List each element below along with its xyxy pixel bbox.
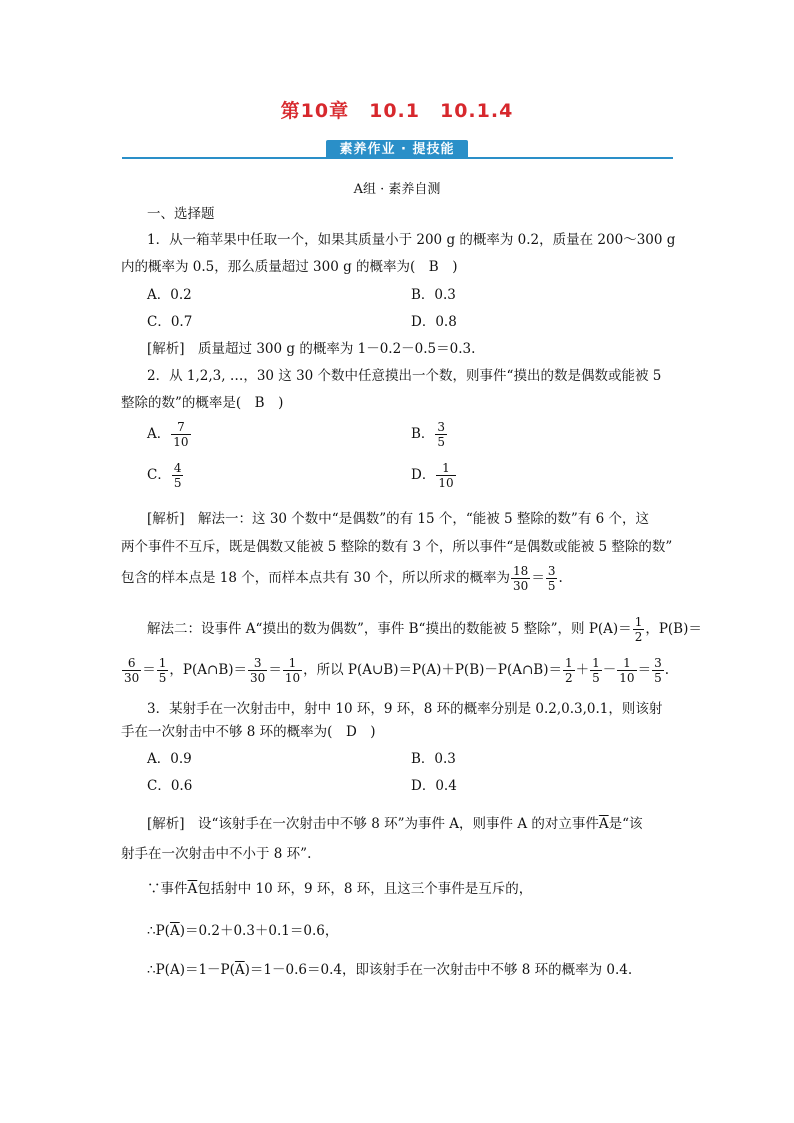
q3-option-b: B．0.3 xyxy=(411,751,456,767)
q1-option-d: D．0.8 xyxy=(411,314,457,330)
q1-analysis: [解析] 质量超过 300 g 的概率为 1－0.2－0.5＝0.3. xyxy=(147,341,476,357)
group-heading: A组 · 素养自测 xyxy=(353,182,441,197)
q3-stem-line1: 3．某射手在一次射击中，射中 10 环，9 环，8 环的概率分别是 0.2,0.3,0.1，则该射 xyxy=(147,701,663,717)
q2-option-b: B． $\frac{3}{5}$ xyxy=(411,420,446,449)
q2-option-a: A． $\frac{7}{10}$ xyxy=(147,420,189,449)
section-banner: 素养作业 · 提技能 xyxy=(326,140,468,159)
q1-stem-line1: 1．从一箱苹果中任取一个，如果其质量小于 200 g 的概率为 0.2，质量在 200～300 g xyxy=(147,232,676,248)
q2-stem-line1: 2．从 1,2,3, …，30 这 30 个数中任意摸出一个数，则事件“摸出的数是偶数或能被 5 xyxy=(147,368,662,384)
q1-option-b: B．0.3 xyxy=(411,287,456,303)
q3-analysis-line1: [解析] 设“该射手在一次射击中不够 8 环”为事件 A，则事件 A 的对立事件$\overline{A}$是“该 xyxy=(147,816,643,832)
q2-option-d: D． $\frac{1}{10}$ xyxy=(411,461,454,490)
q3-therefore-line2: $\therefore P(A)=1-P(\overline{A})=1-0.6=0.4$，即该射手在一次射击中不够 8 环的概率为 0.4. xyxy=(147,962,633,978)
q2-method2-line2: $\frac{6}{30}$ ＝ $\frac{1}{5}$ ，P(A∩B)＝ $\frac{3}{30}$ ＝ $\frac{1}{10}$ ，所以 P(A∪B)＝P(A)＋P(B)－P(A∩B)＝ $\frac{1}{2}$ ＋ $\frac{1}{5}$ － $\frac{1}{10}$ ＝ $\frac{3}{5}$ . xyxy=(124,656,669,685)
q3-option-c: C．0.6 xyxy=(147,778,193,794)
q2-analysis-line2: 两个事件不互斥，既是偶数又能被 5 整除的数有 3 个，所以事件“是偶数或能被 5 整除的数” xyxy=(121,539,673,555)
q3-option-d: D．0.4 xyxy=(411,778,457,794)
q1-stem-line2: 内的概率为 0.5，那么质量超过 300 g 的概率为( B ) xyxy=(121,259,458,275)
q1-option-c: C．0.7 xyxy=(147,314,193,330)
q3-stem-line2: 手在一次射击中不够 8 环的概率为( D ) xyxy=(121,724,376,740)
q2-method2-line1: 解法二：设事件 A“摸出的数为偶数”，事件 B“摸出的数能被 5 整除”，则 P(A)＝ $\frac{1}{2}$ ，P(B)＝ xyxy=(147,615,702,644)
page-title: 第10章 10.1 10.1.4 xyxy=(280,100,514,122)
q2-stem-line2: 整除的数”的概率是( B ) xyxy=(121,395,284,411)
section-heading: 一、选择题 xyxy=(147,206,215,222)
q3-analysis-line2: 射手在一次射击中不小于 8 环”. xyxy=(121,846,312,862)
q3-therefore-line1: $\therefore P(\overline{A})=0.2+0.3+0.1=0.6$， xyxy=(147,923,339,939)
q2-analysis-line3: 包含的样本点是 18 个，而样本点共有 30 个，所以所求的概率为 $\frac{18}{30}$ ＝ $\frac{3}{5}$ . xyxy=(121,564,563,593)
q3-because-line: ∵事件$\overline{A}$包括射中 10 环，9 环，8 环，且这三个事件是互斥的， xyxy=(147,881,533,897)
q1-option-a: A．0.2 xyxy=(147,287,192,303)
q3-option-a: A．0.9 xyxy=(147,751,192,767)
q2-option-c: C． $\frac{4}{5}$ xyxy=(147,461,182,490)
q2-analysis-line1: [解析] 解法一：这 30 个数中“是偶数”的有 15 个，“能被 5 整除的数”有 6 个，这 xyxy=(147,511,650,527)
